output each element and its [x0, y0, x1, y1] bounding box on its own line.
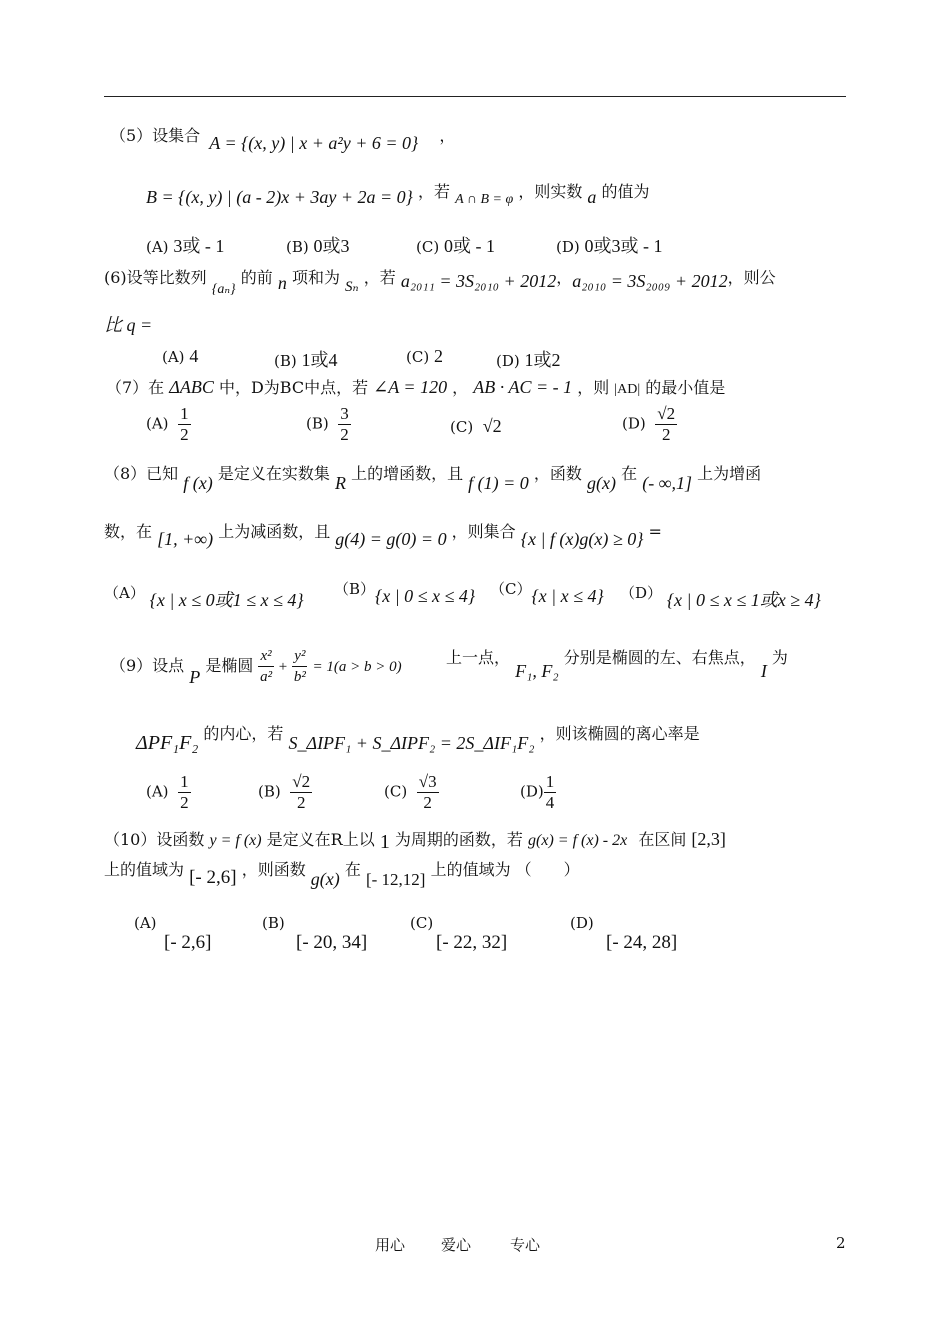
q8-g4: g(4) = g(0) = 0 — [335, 529, 447, 549]
q6-text-d: ，若 — [363, 268, 396, 287]
q10-option-c: (C) [- 22, 32] — [410, 914, 508, 953]
q8-text-d: ，函数 — [533, 464, 582, 483]
q10-text-l2d: 上的值域为 （ ） — [430, 860, 580, 879]
q8-text-l2c: ，则集合 — [451, 522, 516, 541]
q10-yfx: y = f (x) — [209, 832, 262, 849]
q7-option-c: (C) √2 — [450, 416, 502, 436]
q10-option-a: (A) [- 2,6] — [134, 914, 212, 953]
q10-text-d: 在区间 — [638, 830, 687, 849]
q10-option-b: (B) [- 20, 34] — [262, 914, 368, 953]
q8-set: {x | f (x)g(x) ≥ 0} — [520, 529, 644, 549]
q8-line1 — [104, 462, 762, 493]
q9-text-l2b: ，则该椭圆的离心率是 — [539, 724, 700, 743]
q6-text-e: ，则公 — [727, 268, 776, 287]
q9-option-c: (C) $\frac{√3}{2}$ — [384, 772, 437, 812]
footer-text-3: 专心 — [510, 1236, 541, 1254]
q6-text-c: 项和为 — [291, 268, 340, 287]
q6-ratio: 比 q = — [104, 315, 153, 335]
q9-condition: = 1(a > b > 0) — [312, 659, 402, 675]
q10-text-b: 是定义在R上以 — [266, 830, 375, 849]
q8-text-c: 上的增函数，且 — [351, 464, 464, 483]
q9-P: P — [189, 667, 201, 687]
q7-text-b: 中，D为BC中点，若 — [218, 378, 369, 397]
q8-option-d: （D） {x | 0 ≤ x ≤ 1或x ≥ 4} — [620, 584, 821, 610]
q10-interval: [2,3] — [691, 829, 726, 849]
q6-option-d: (D) 1或2 — [496, 350, 561, 370]
q6-eq1: a₂₀₁₁ = 3S₂₀₁₀ + 2012 — [400, 271, 557, 291]
q9-option-d: (D) $\frac{1}{4}$ — [520, 772, 555, 812]
q10-text-l2a: 上的值域为 — [104, 860, 185, 879]
q6-line2 — [104, 314, 152, 337]
q7-option-a: (A) $\frac{1}{2}$ — [146, 404, 189, 444]
q6-line1 — [104, 266, 776, 297]
q10-text-l2c: 在 — [344, 860, 361, 879]
q7-text-c: ， — [452, 378, 469, 397]
q10-period: 1 — [379, 831, 390, 853]
q7-dot-product: AB · AC = - 1 — [473, 377, 573, 397]
q9-text-b: 是椭圆 — [205, 656, 254, 675]
q7-triangle: ΔABC — [169, 377, 214, 397]
q7-text-e: 的最小值是 — [645, 378, 726, 397]
q9-x2: x² — [258, 646, 273, 667]
q8-f1: f (1) = 0 — [468, 473, 529, 493]
q7-ad-vector: |AD| — [614, 382, 641, 397]
q8-text-l2b: 上为减函数，且 — [218, 522, 331, 541]
q5-comma: ， — [439, 126, 456, 145]
q9-intro: （9）设点 — [110, 656, 185, 675]
q6-option-c: (C) 2 — [406, 346, 443, 366]
q6-option-b: (B) 1或4 — [274, 350, 338, 370]
q10-range: [- 2,6] — [189, 867, 237, 888]
q6-option-a: (A) 4 — [162, 346, 199, 366]
q5-tail: ，则实数 — [518, 182, 583, 201]
q8-option-c: （C）{x | x ≤ 4} — [490, 580, 604, 606]
q8-intro: （8）已知 — [104, 464, 179, 483]
q7-text-d: ，则 — [577, 378, 610, 397]
q10-text-l2b: ，则函数 — [241, 860, 306, 879]
q6-n: n — [277, 273, 287, 293]
footer-text-2: 爱心 — [441, 1236, 472, 1254]
q9-option-a: (A) $\frac{1}{2}$ — [146, 772, 189, 812]
q9-line2 — [136, 722, 700, 754]
q8-text-f: 上为增函 — [697, 464, 762, 483]
q10-gdef: g(x) = f (x) - 2x — [528, 832, 628, 849]
q10-option-d: (D) [- 24, 28] — [570, 914, 678, 953]
q9-y2: y² — [292, 646, 307, 667]
q8-fx: f (x) — [183, 473, 213, 493]
q9-a2: a² — [260, 669, 273, 685]
q8-gx: g(x) — [587, 473, 616, 493]
q5-mid: ，若 — [417, 182, 450, 201]
q9-triangle: ΔPF₁F₂ — [136, 732, 199, 754]
q10-intro: （10）设函数 — [104, 830, 205, 849]
footer-text-1: 用心 — [375, 1236, 406, 1254]
q10-line2 — [104, 858, 580, 889]
page-number: 2 — [836, 1234, 846, 1252]
q7-option-d: (D) $\frac{√2}{2}$ — [622, 404, 676, 444]
q9-line1 — [110, 646, 402, 687]
q9-text-c: 上一点， — [446, 648, 511, 667]
q5-option-a: (A) 3或 - 1 — [146, 236, 225, 256]
q5-var: a — [587, 187, 597, 207]
q5-end: 的值为 — [601, 182, 650, 201]
q8-text-b: 是定义在实数集 — [217, 464, 330, 483]
q5-option-d: (D) 0或3或 - 1 — [556, 236, 663, 256]
q8-interval2: [1, +∞) — [157, 529, 214, 549]
q5-intro: （5）设集合 — [110, 126, 201, 145]
q9-option-b: (B) $\frac{√2}{2}$ — [258, 772, 311, 812]
q7-angle: ∠A = 120 — [373, 377, 448, 397]
q7-intro: （7）在 — [106, 378, 165, 397]
q6-intro: (6)设等比数列 — [104, 268, 207, 287]
q6-eq2: a₂₀₁₀ = 3S₂₀₀₉ + 2012 — [572, 271, 728, 291]
q7-line1 — [106, 376, 725, 401]
q9-I: I — [760, 661, 767, 681]
q8-line2 — [104, 520, 662, 549]
q5-intersection: A ∩ B = φ — [455, 192, 514, 207]
q6-sep: ， — [556, 268, 573, 287]
q9-foci: F₁, F₂ — [515, 661, 559, 681]
q9-text-l2a: 的内心，若 — [203, 724, 284, 743]
q10-text-c: 为周期的函数，若 — [394, 830, 523, 849]
q8-option-a: （A） {x | x ≤ 0或1 ≤ x ≤ 4} — [104, 584, 304, 610]
q5-option-c: (C) 0或 - 1 — [416, 236, 495, 256]
q9-b2: b² — [293, 669, 306, 685]
q10-line1 — [104, 828, 726, 852]
q6-text-b: 的前 — [240, 268, 273, 287]
q9-text-e: 为 — [771, 648, 788, 667]
q6-sn: Sₙ — [345, 279, 359, 295]
q5-set-b: B = {(x, y) | (a - 2)x + 3ay + 2a = 0} — [146, 187, 413, 207]
q5-set-a: A = {(x, y) | x + a²y + 6 = 0} — [209, 133, 419, 153]
q9-line1-right — [446, 646, 788, 681]
q8-text-e: 在 — [621, 464, 638, 483]
header-rule — [104, 96, 846, 97]
q7-option-b: (B) $\frac{3}{2}$ — [306, 404, 349, 444]
q9-areas: S_ΔIPF₁ + S_ΔIPF₂ = 2S_ΔIF₁F₂ — [288, 733, 535, 753]
q5-option-b: (B) 0或3 — [286, 236, 350, 256]
q5-line2 — [146, 180, 650, 205]
q8-equals: = — [648, 522, 662, 541]
q8-option-b: （B）{x | 0 ≤ x ≤ 4} — [334, 580, 476, 606]
q8-text-l2a: 数，在 — [104, 522, 153, 541]
q9-plus: + — [278, 659, 288, 675]
q8-R: R — [334, 473, 346, 493]
q8-interval1: (- ∞,1] — [642, 473, 693, 493]
q10-interval2: [- 12,12] — [365, 870, 426, 889]
q6-sequence: {aₙ} — [211, 282, 236, 297]
q5-line1 — [110, 124, 456, 153]
q10-gx: g(x) — [310, 869, 340, 889]
q9-text-d: 分别是椭圆的左、右焦点， — [563, 648, 756, 667]
